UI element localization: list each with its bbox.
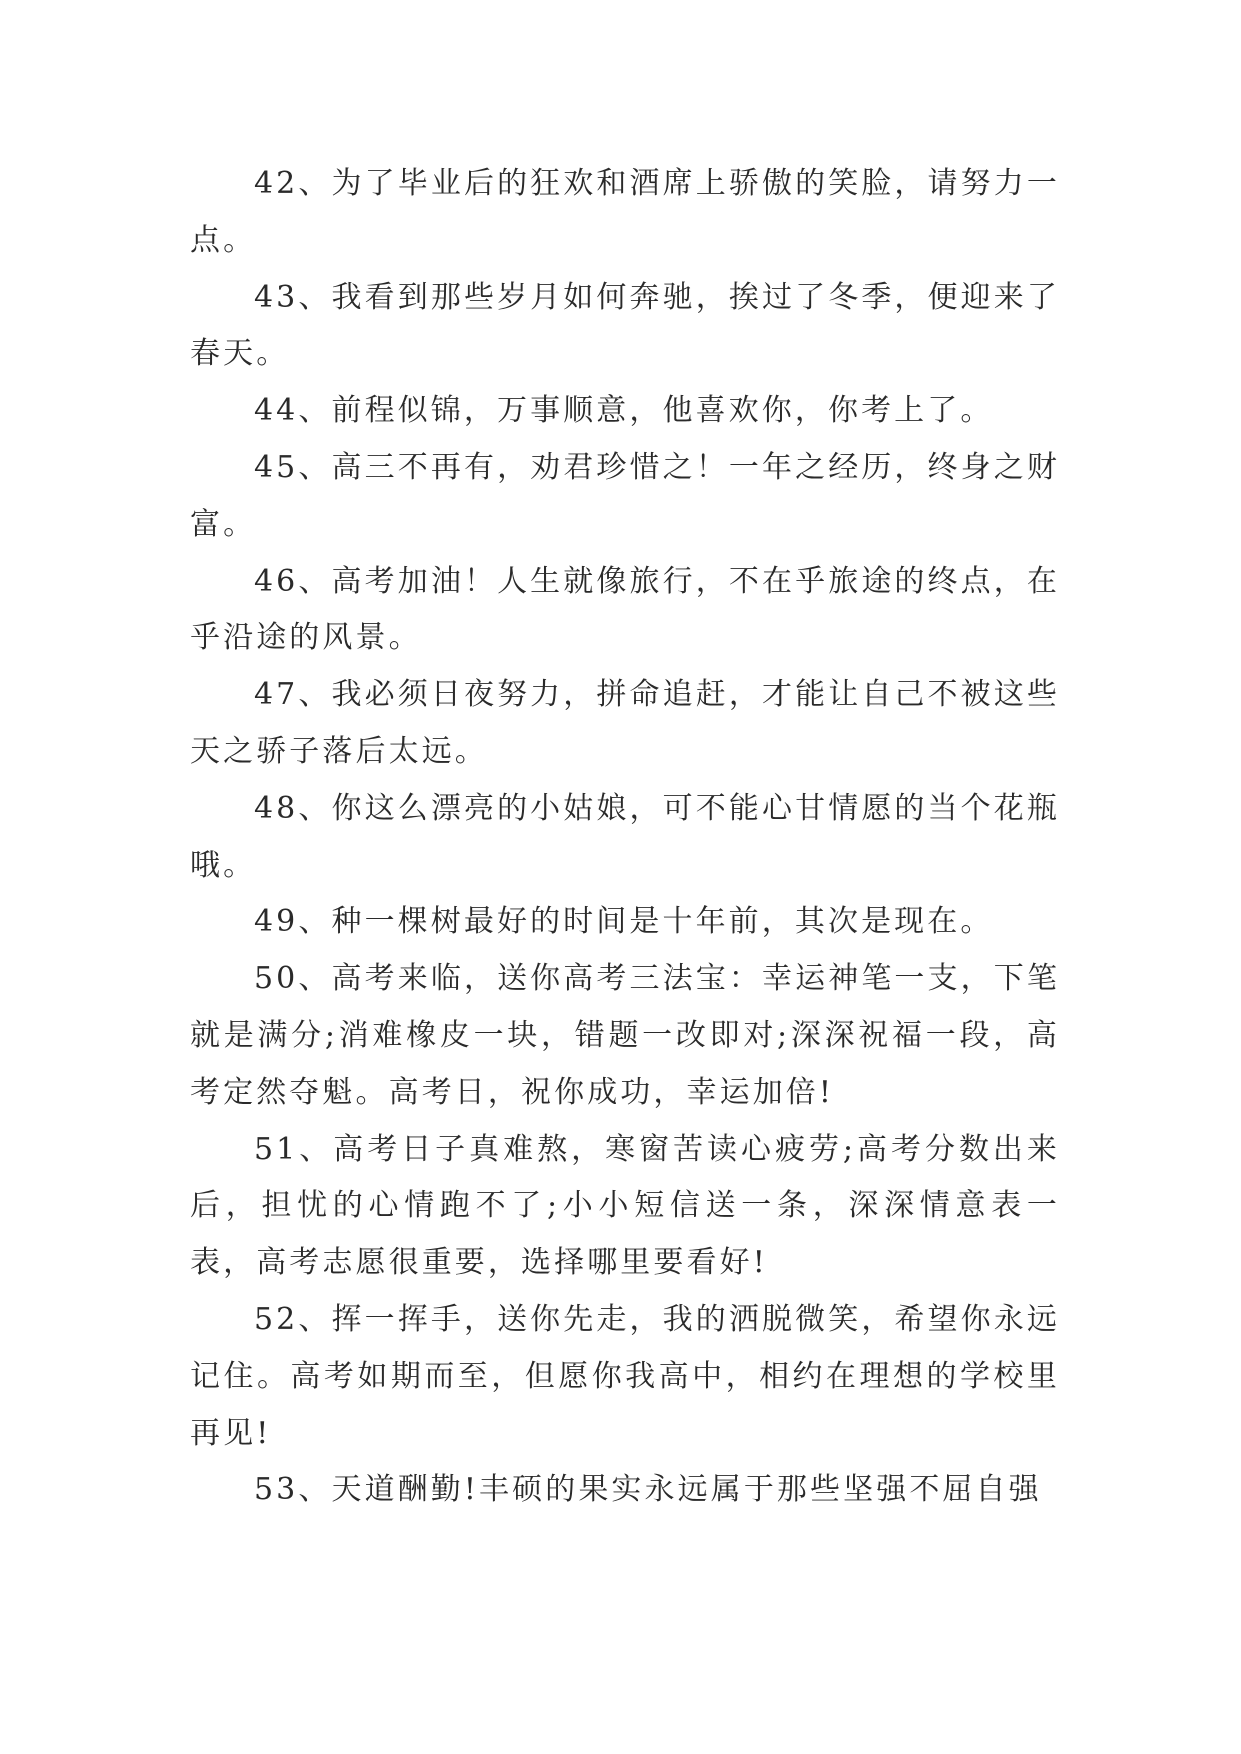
paragraph-45: 45、高三不再有，劝君珍惜之！一年之经历，终身之财富。 xyxy=(190,449,1060,542)
paragraph-48: 48、你这么漂亮的小姑娘，可不能心甘情愿的当个花瓶哦。 xyxy=(190,790,1060,883)
paragraph-44: 44、前程似锦，万事顺意，他喜欢你，你考上了。 xyxy=(254,393,994,429)
paragraph-52: 52、挥一挥手，送你先走，我的洒脱微笑，希望你永远记住。高考如期而至，但愿你我高中，相约在理想的学校里再见! xyxy=(190,1301,1060,1451)
paragraph-46: 46、高考加油！人生就像旅行，不在乎旅途的终点，在乎沿途的风景。 xyxy=(190,563,1060,656)
paragraph-49: 49、种一棵树最好的时间是十年前，其次是现在。 xyxy=(254,904,994,940)
paragraph-43: 43、我看到那些岁月如何奔驰，挨过了冬季，便迎来了春天。 xyxy=(190,279,1060,372)
paragraph-53: 53、天道酬勤!丰硕的果实永远属于那些坚强不屈自强 xyxy=(254,1472,1042,1508)
paragraph-42: 42、为了毕业后的狂欢和酒席上骄傲的笑脸，请努力一点。 xyxy=(190,166,1060,258)
document-body xyxy=(190,156,1060,1519)
paragraph-51: 51、高考日子真难熬，寒窗苦读心疲劳;高考分数出来后，担忧的心情跑不了;小小短信送一条，深深情意表一表，高考志愿很重要，选择哪里要看好! xyxy=(190,1131,1060,1281)
paragraph-47: 47、我必须日夜努力，拼命追赶，才能让自己不被这些天之骄子落后太远。 xyxy=(190,677,1060,769)
paragraph-50: 50、高考来临，送你高考三法宝：幸运神笔一支，下笔就是满分;消难橡皮一块，错题一改即对;深深祝福一段，高考定然夺魁。高考日，祝你成功，幸运加倍! xyxy=(190,961,1060,1110)
